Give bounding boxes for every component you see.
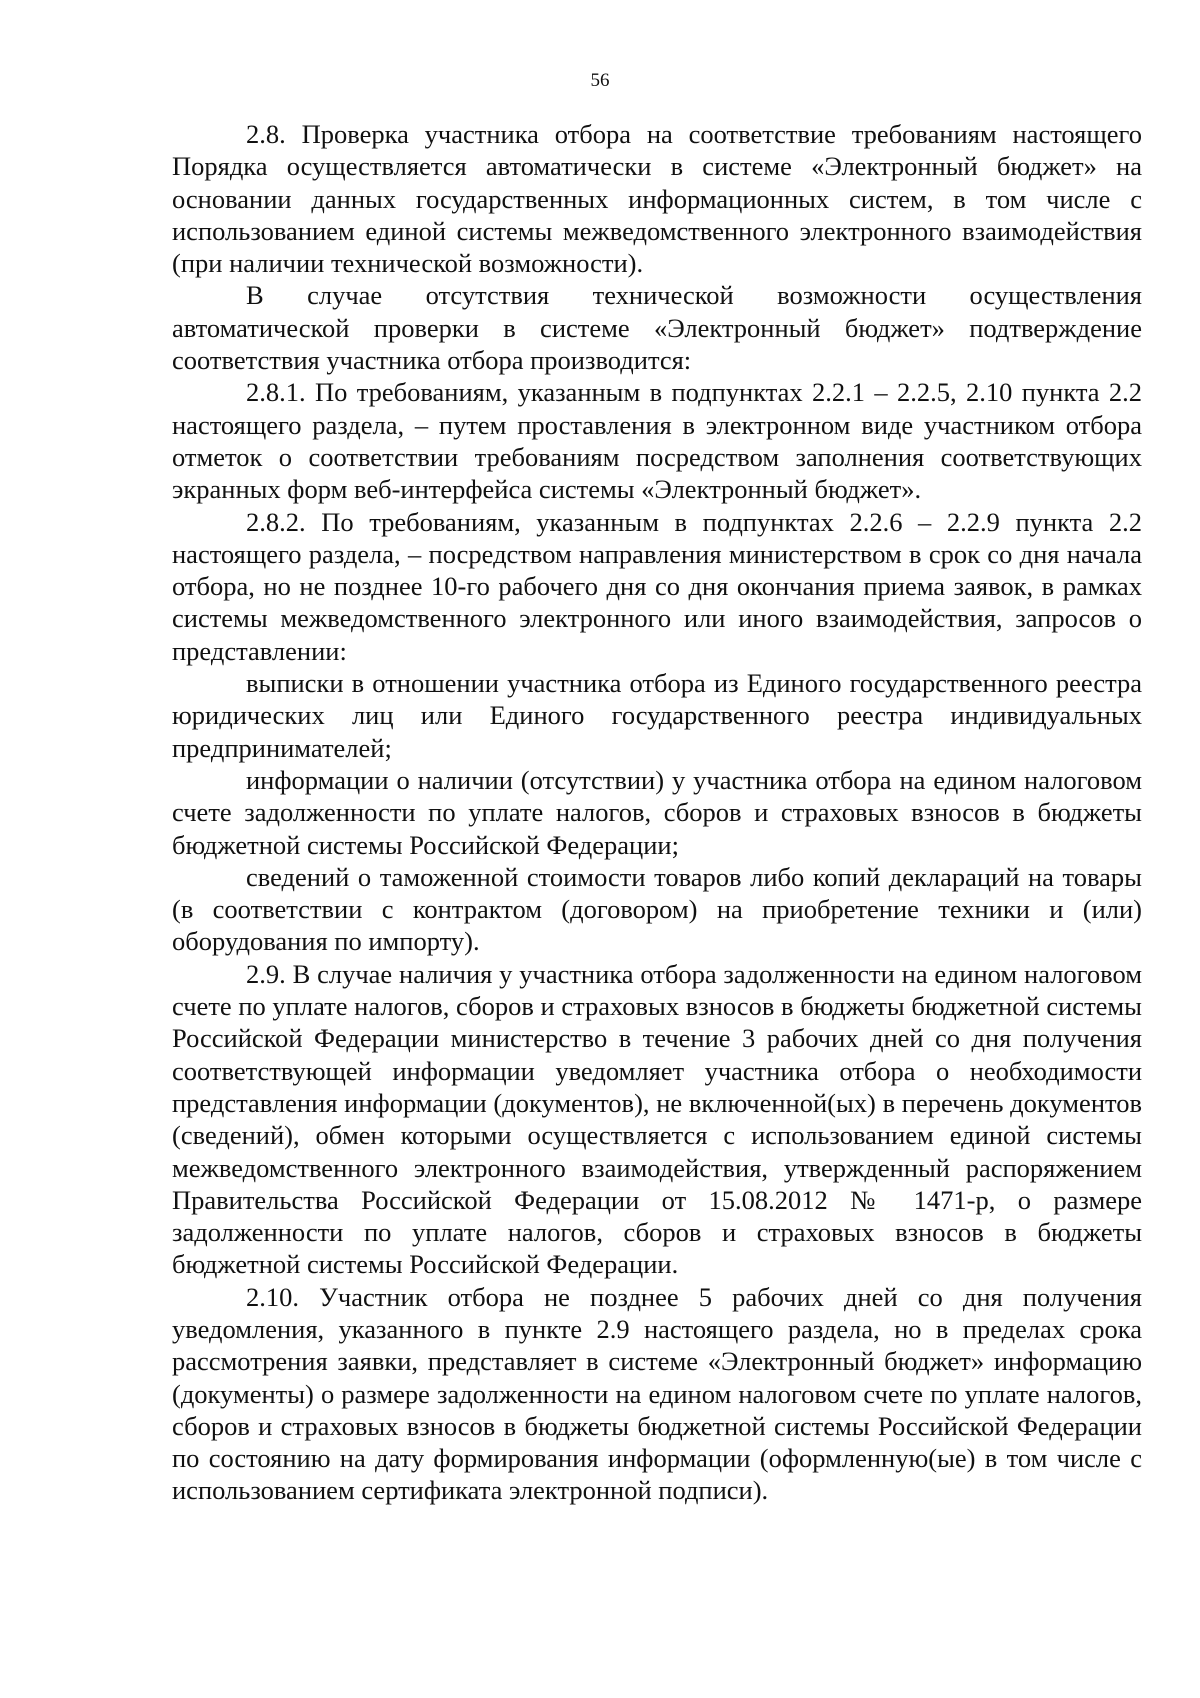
paragraph-2-8-2: 2.8.2. По требованиям, указанным в подпунктах 2.2.6 – 2.2.9 пункта 2.2 настоящего раздела, – посредством направления министерством в срок со дня начала отбора, но не позднее 10-го рабочего дня со дня окончания приема заявок, в рамках системы межведомственного электронного или иного взаимодействия, запросов о представлении: (172, 506, 1142, 666)
document-body (172, 118, 1142, 1507)
paragraph-2-10: 2.10. Участник отбора не позднее 5 рабочих дней со дня получения уведомления, указанного в пункте 2.9 настоящего раздела, но в пределах срока рассмотрения заявки, представляет в системе «Электронный бюджет» информацию (документы) о размере задолженности на едином налоговом счете по уплате налогов, сборов и страховых взносов в бюджеты бюджетной системы Российской Федерации по состоянию на дату формирования информации (оформленную(ые) в том числе с использованием сертификата электронной подписи). (172, 1281, 1142, 1506)
paragraph-2-8: 2.8. Проверка участника отбора на соответствие требованиям настоящего Порядка осуществляется автоматически в системе «Электронный бюджет» на основании данных государственных информационных систем, в том числе с использованием единой системы межведомственного электронного взаимодействия (при наличии технической возможности). (172, 119, 1142, 279)
paragraph-customs-value: сведений о таможенной стоимости товаров либо копий деклараций на товары (в соответствии с контрактом (договором) на приобретение техники и (или) оборудования по импорту). (172, 861, 1142, 957)
paragraph-no-technical-possibility: В случае отсутствия технической возможности осуществления автоматической проверки в системе «Электронный бюджет» подтверждение соответствия участника отбора производится: (172, 280, 1142, 376)
paragraph-2-8-1: 2.8.1. По требованиям, указанным в подпунктах 2.2.1 – 2.2.5, 2.10 пункта 2.2 настоящего раздела, – путем проставления в электронном виде участником отбора отметок о соответствии требованиям посредством заполнения соответствующих экранных форм веб-интерфейса системы «Электронный бюджет». (172, 377, 1142, 505)
page-number: 56 (590, 70, 610, 91)
paragraph-2-9: 2.9. В случае наличия у участника отбора задолженности на едином налоговом счете по уплате налогов, сборов и страховых взносов в бюджеты бюджетной системы Российской Федерации министерство в течение 3 рабочих дней со дня получения соответствующей информации уведомляет участника отбора о необходимости представления информации (документов), не включенной(ых) в перечень документов (сведений), обмен которыми осуществляется с использованием единой системы межведомственного электронного взаимодействия, утвержденный распоряжением Правительства Российской Федерации от 15.08.2012 № 1471-р, о размере задолженности по уплате налогов, сборов и страховых взносов в бюджеты бюджетной системы Российской Федерации. (172, 958, 1142, 1280)
paragraph-tax-debt-info: информации о наличии (отсутствии) у участника отбора на едином налоговом счете задолженности по уплате налогов, сборов и страховых взносов в бюджеты бюджетной системы Российской Федерации; (172, 764, 1142, 860)
paragraph-registry-extract: выписки в отношении участника отбора из Единого государственного реестра юридических лиц или Единого государственного реестра индивидуальных предпринимателей; (172, 668, 1142, 763)
